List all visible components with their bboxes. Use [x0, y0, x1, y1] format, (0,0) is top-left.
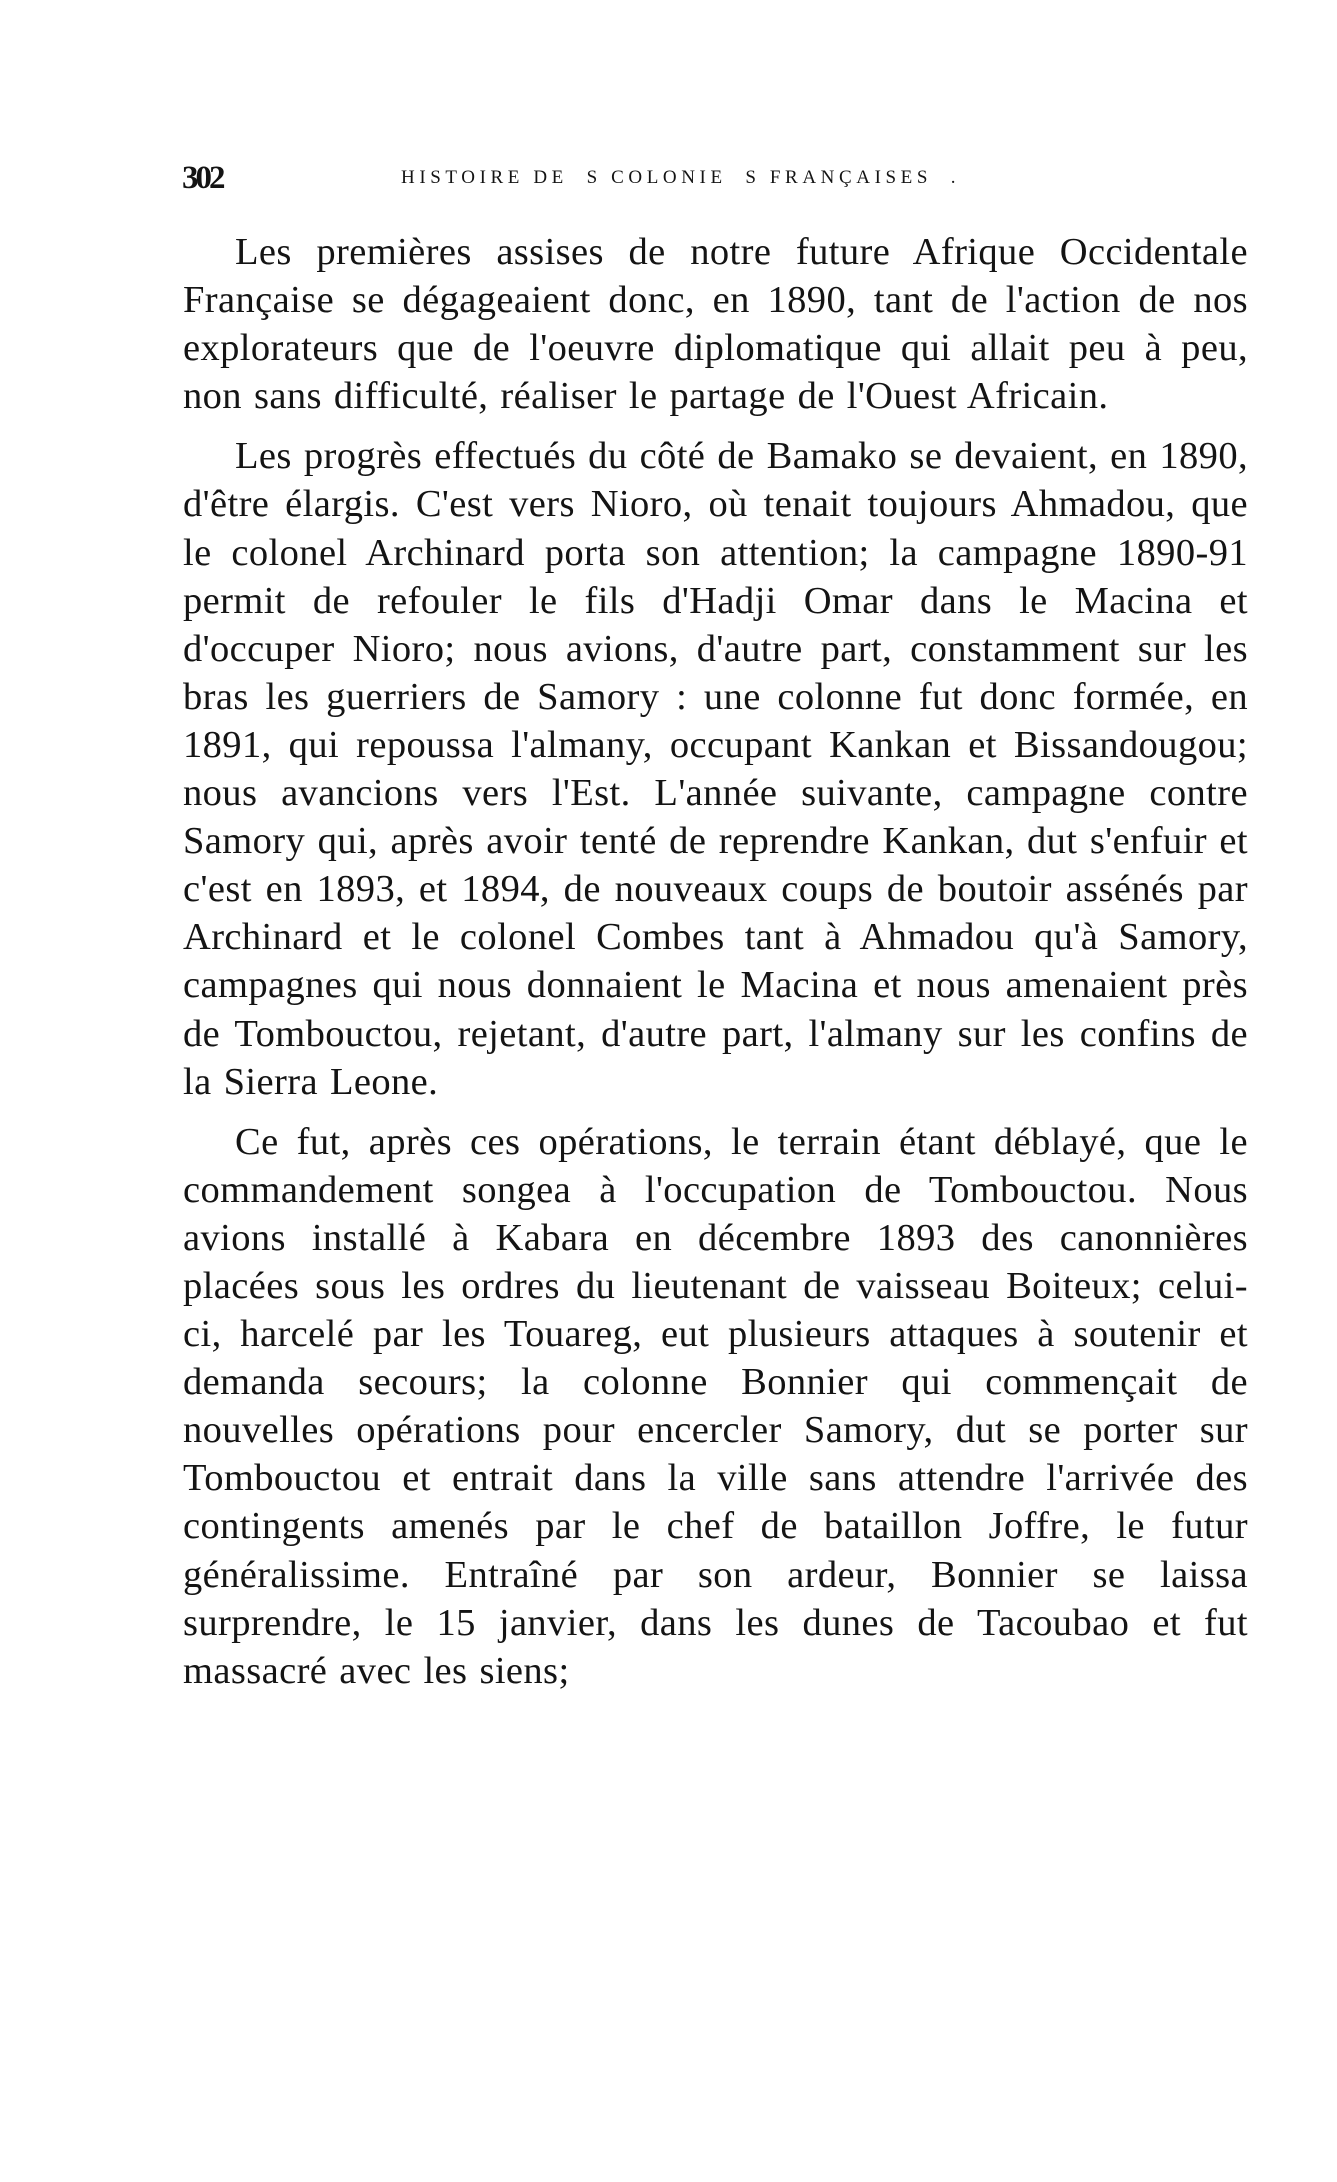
page-number: 302	[182, 160, 223, 196]
paragraph-1: Les premières assises de notre future Afrique Occidentale Française se dégageaient donc, en 1890, tant de l'action de nos explorateurs que de l'oeuvre diplomatique qui allait peu à peu, non sans difficulté, réaliser le partage de l'Ouest Africain.	[183, 231, 1248, 418]
running-head	[182, 158, 1252, 198]
running-title: HISTOIRE DE S COLONIE S FRANÇAISES .	[401, 167, 961, 188]
body-text	[183, 228, 1248, 1695]
paragraph-3: Ce fut, après ces opérations, le terrain étant déblayé, que le commandement songea à l'occupation de Tombouctou. Nous avions installé à Kabara en décembre 1893 des canonnières placées sous les ordres du lieutenant de vaisseau Boiteux; celui-ci, harcelé par les Touareg, eut plusieurs attaques à soutenir et demanda secours; la colonne Bonnier qui commençait de nouvelles opérations pour encercler Samory, dut se porter sur Tombouctou et entrait dans la ville sans attendre l'arrivée des contingents amenés par le chef de bataillon Joffre, le futur généralissime. Entraîné par son ardeur, Bonnier se laissa surprendre, le 15 janvier, dans les dunes de Tacoubao et fut massacré avec les siens;	[183, 1120, 1248, 1692]
paragraph-2: Les progrès effectués du côté de Bamako se devaient, en 1890, d'être élargis. C'est vers Nioro, où tenait toujours Ahmadou, que le colonel Archinard porta son attention; la campagne 1890-91 permit de refouler le fils d'Hadji Omar dans le Macina et d'occuper Nioro; nous avions, d'autre part, constamment sur les bras les guerriers de Samory : une colonne fut donc formée, en 1891, qui repoussa l'almany, occupant Kankan et Bissandougou; nous avancions vers l'Est. L'année suivante, campagne contre Samory qui, après avoir tenté de reprendre Kankan, dut s'enfuir et c'est en 1893, et 1894, de nouveaux coups de boutoir assénés par Archinard et le colonel Combes tant à Ahmadou qu'à Samory, campagnes qui nous donnaient le Macina et nous amenaient près de Tombouctou, rejetant, d'autre part, l'almany sur les confins de la Sierra Leone.	[183, 435, 1248, 1103]
